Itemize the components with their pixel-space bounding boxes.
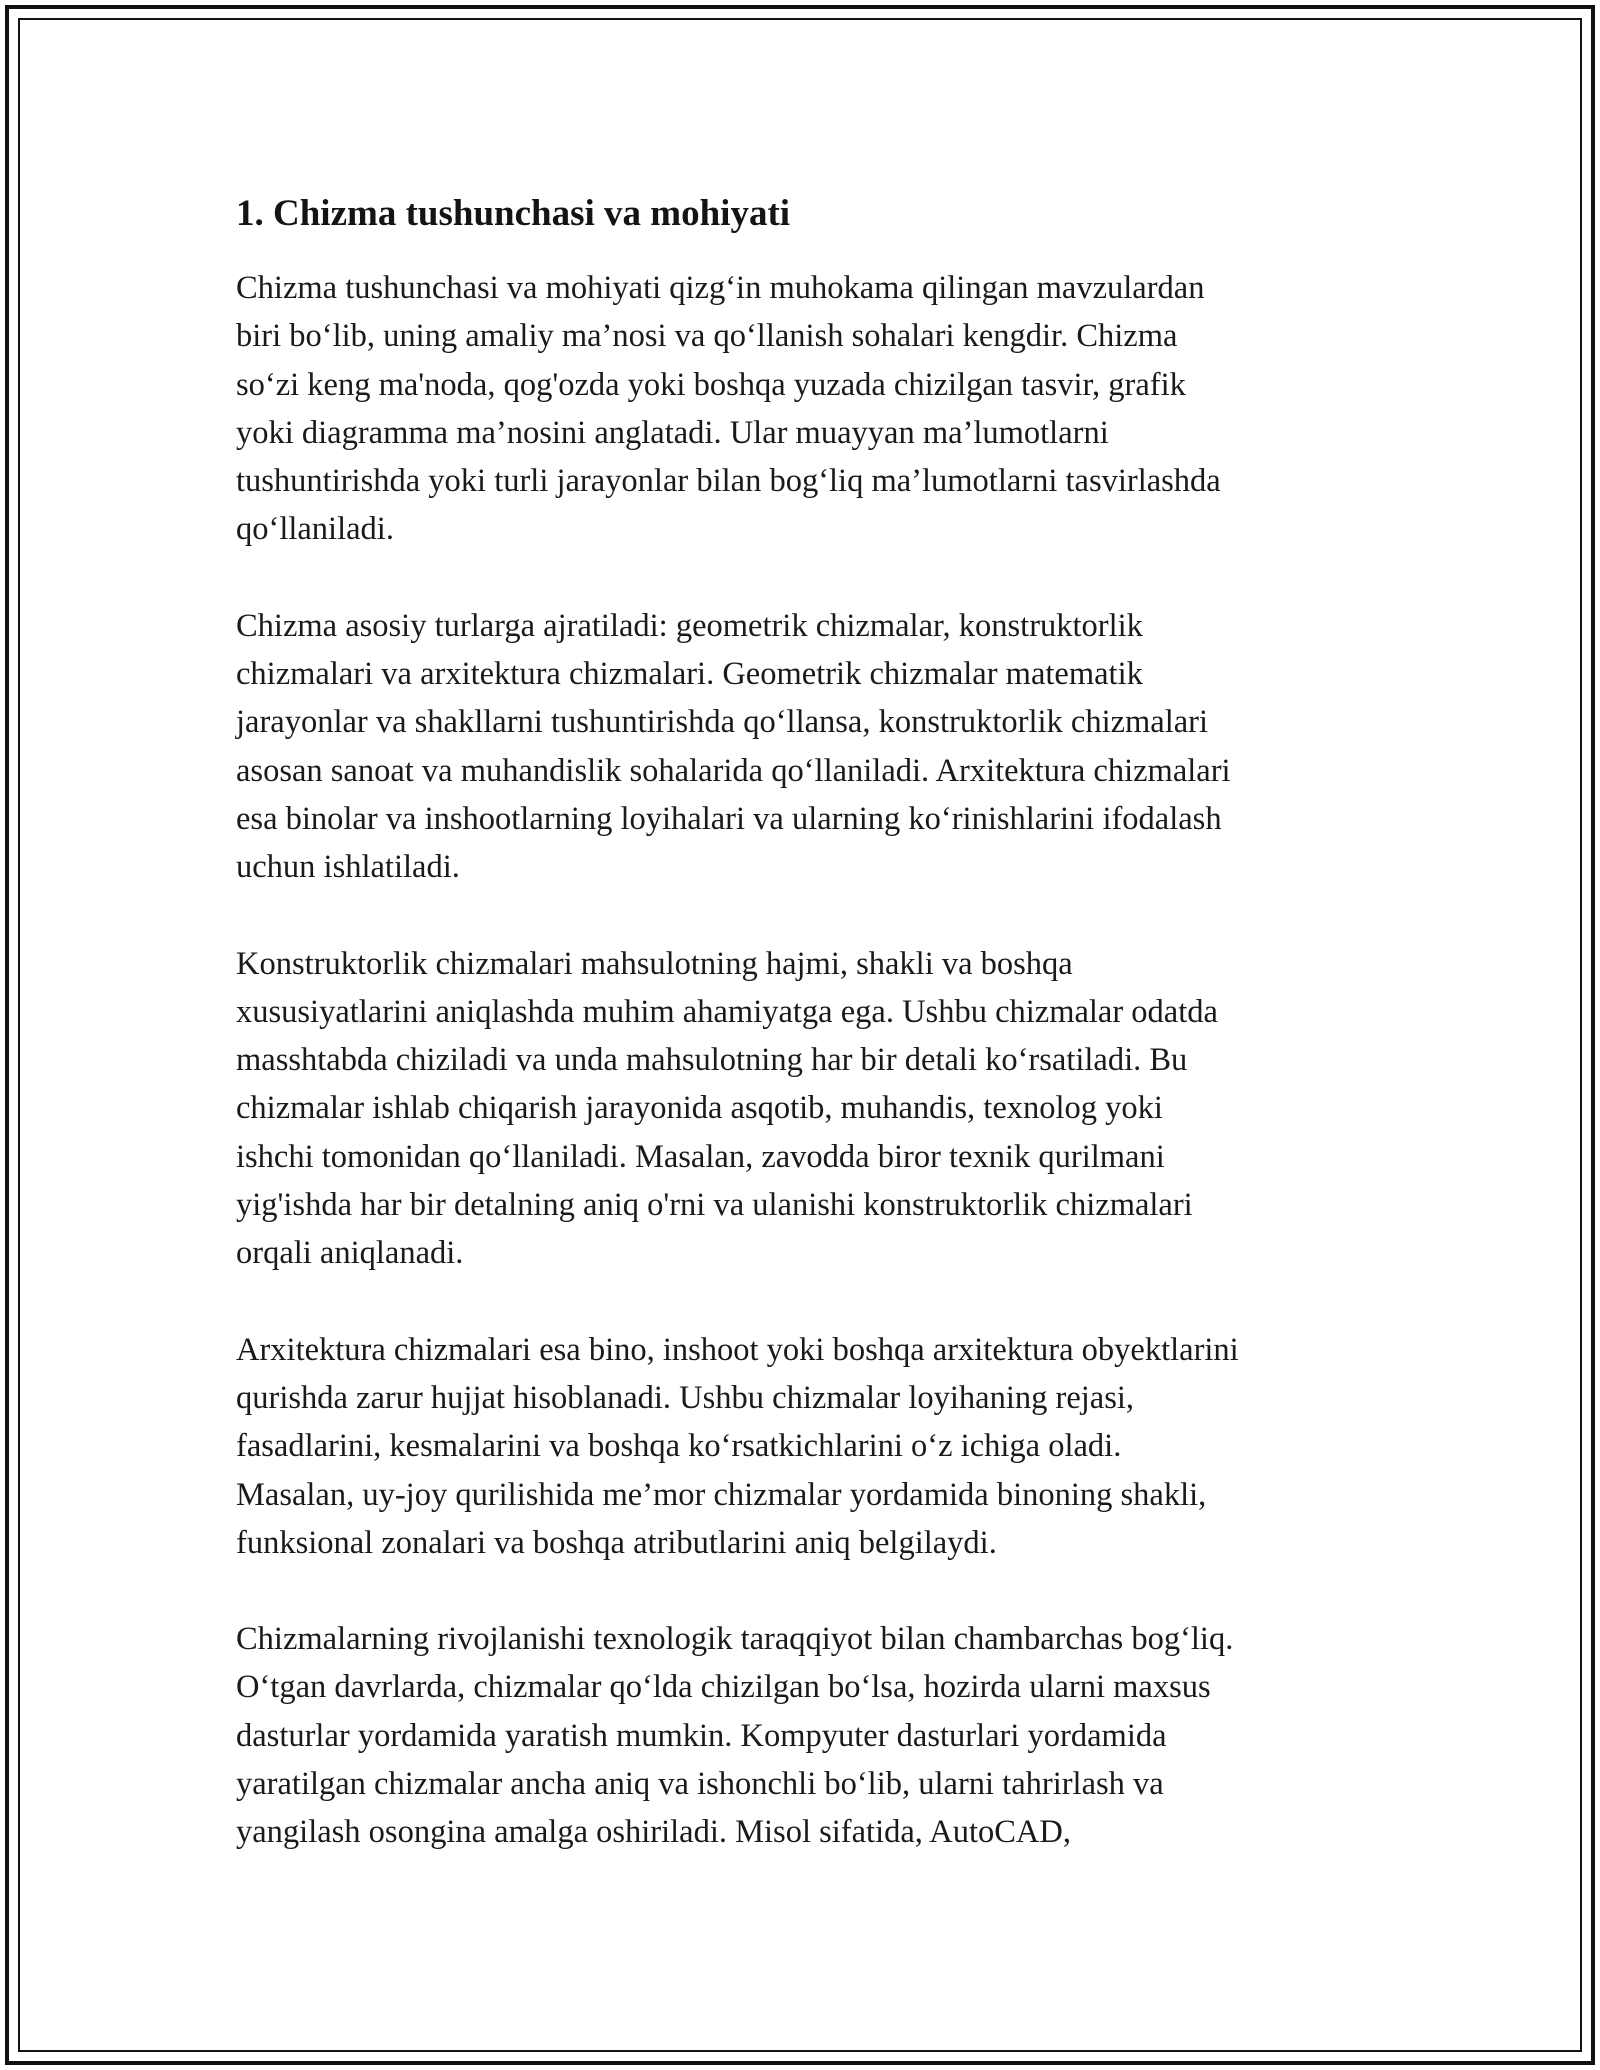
paragraph-construction-drawings: Konstruktorlik chizmalari mahsulotning hajmi, shakli va boshqa xususiyatlarini aniqlashda muhim ahamiyatga ega. Ushbu chizmalar odatda masshtabda chiziladi va unda mahsulotning har bir detali ko‘rsatiladi. Bu chizmalar ishlab chiqarish jarayonida asqotib, muhandis, texnolog yoki ishchi tomonidan qo‘llaniladi. Masalan, zavodda biror texnik qurilmani yig'ishda har bir detalning aniq o'rni va ulanishi konstruktorlik chizmalari orqali aniqlanadi. (236, 945, 1218, 1272)
paragraph-architecture-drawings: Arxitektura chizmalari esa bino, inshoot yoki boshqa arxitektura obyektlarini qurishda zarur hujjat hisoblanadi. Ushbu chizmalar loyihaning rejasi, fasadlarini, kesmalarini va boshqa ko‘rsatkichlarini o‘z ichiga oladi. Masalan, uy-joy qurilishida me’mor chizmalar yordamida binoning shakli, funksional zonalari va boshqa atributlarini aniq belgilaydi. (236, 1331, 1239, 1561)
document-body (236, 188, 1376, 1905)
paragraph-technology-development: Chizmalarning rivojlanishi texnologik taraqqiyot bilan chambarchas bog‘liq. O‘tgan davrlarda, chizmalar qo‘lda chizilgan bo‘lsa, hozirda ularni maxsus dasturlar yordamida yaratish mumkin. Kompyuter dasturlari yordamida yaratilgan chizmalar ancha aniq va ishonchli bo‘lib, ularni tahrirlash va yangilash osongina amalga oshiriladi. Misol sifatida, AutoCAD, (236, 1621, 1234, 1851)
paragraph-chizma-definition: Chizma tushunchasi va mohiyati qizg‘in muhokama qilingan mavzulardan biri bo‘lib, uning amaliy ma’nosi va qo‘llanish sohalari kengdir. Chizma so‘zi keng ma'noda, qog'ozda yoki boshqa yuzada chizilgan tasvir, grafik yoki diagramma ma’nosini anglatadi. Ular muayyan ma’lumotlarni tushuntirishda yoki turli jarayonlar bilan bog‘liq ma’lumotlarni tasvirlashda qo‘llaniladi. (236, 270, 1221, 548)
paragraph-chizma-types: Chizma asosiy turlarga ajratiladi: geometrik chizmalar, konstruktorlik chizmalari va arxitektura chizmalari. Geometrik chizmalar matematik jarayonlar va shakllarni tushuntirishda qo‘llansa, konstruktorlik chizmalari asosan sanoat va muhandislik sohalarida qo‘llaniladi. Arxitektura chizmalari esa binolar va inshootlarning loyihalari va ularning ko‘rinishlarini ifodalash uchun ishlatiladi. (236, 607, 1231, 886)
section-heading: 1. Chizma tushunchasi va mohiyati (236, 193, 791, 234)
